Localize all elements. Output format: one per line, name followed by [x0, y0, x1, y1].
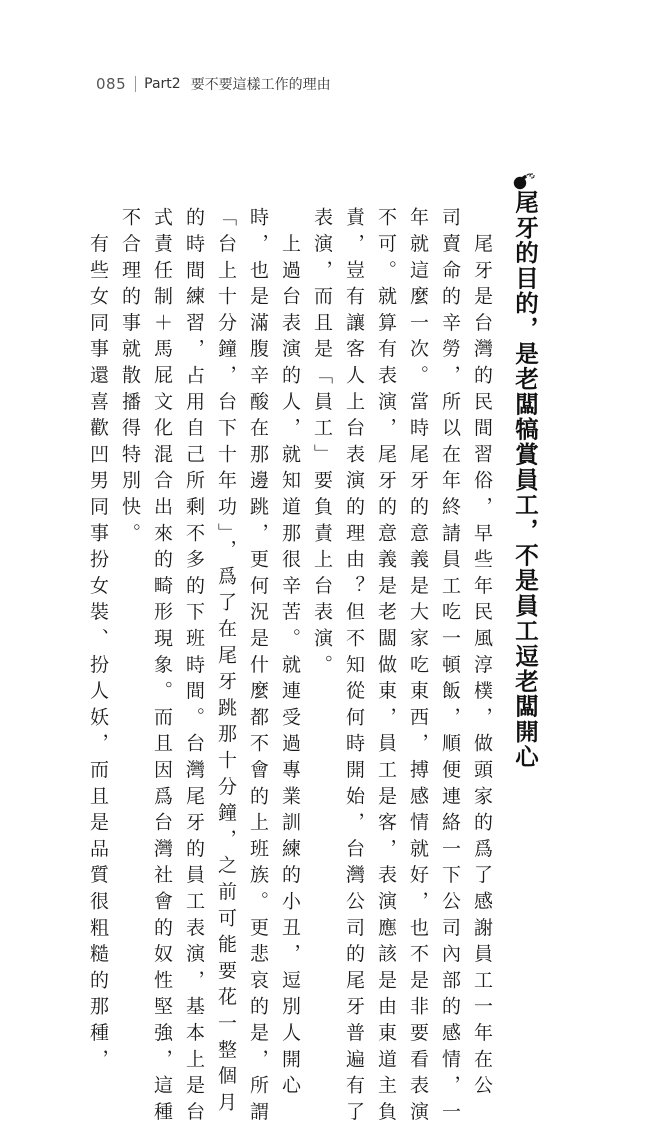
- body-column-7: 上過台表演的人，就知道那很辛苦。就連受過專業訓練的小丑，逗別人開心: [279, 207, 301, 1102]
- part-label: Part2: [144, 76, 181, 92]
- body-column-12: 不合理的事就散播得特別快。: [119, 207, 141, 549]
- body-column-9: 「台上十分鐘，台下十年功」，爲了在尾牙跳那十分鐘，之前可能要花一整個月: [215, 207, 237, 1118]
- body-column-13: 有些女同事還喜歡凹男同事扮女裝、扮人妖，而且是品質很粗糙的那種，: [87, 207, 109, 1075]
- body-column-11: 式責任制＋馬屁文化混合出來的畸形現象。而且因爲台灣社會的奴性堅強，這種: [151, 207, 173, 1128]
- body-column-4: 不可。就算有表演，尾牙的意義是老闆做東，員工是客，表演應該是由東道主負: [375, 207, 397, 1128]
- body-column-1: 尾牙是台灣的民間習俗，早些年民風淳樸，做頭家的爲了感謝員工一年在公: [471, 207, 493, 1102]
- body-column-2: 司賣命的辛勞，所以在年終請員工吃一頓飯，順便連絡一下公司內部的感情，一: [439, 207, 461, 1128]
- bomb-icon: [511, 172, 537, 190]
- body-column-8: 時，也是滿腹辛酸在那邊跳，更何況是什麼都不會的上班族。更悲哀的是，所謂: [247, 207, 269, 1128]
- body-column-5: 責，豈有讓客人上台表演的理由？但不知從何時開始，台灣公司的尾牙普遍有了: [343, 207, 365, 1128]
- chapter-title: 要不要這樣工作的理由: [190, 77, 331, 93]
- header-divider: [135, 76, 136, 92]
- body-column-6: 表演，而且是「員工」要負責上台表演。: [311, 207, 333, 681]
- page-number: 085: [96, 75, 127, 93]
- body-column-10: 的時間練習，占用自己所剩不多的下班時間。台灣尾牙的員工表演，基本上是台: [183, 207, 205, 1128]
- section-heading: 尾牙的目的，是老闆犒賞員工，不是員工逗老闆開心: [511, 190, 539, 770]
- body-column-3: 年就這麼一次。當時尾牙的意義是大家吃東西，搏感情就好，也不是非要看表演: [407, 207, 429, 1128]
- running-head: [96, 72, 331, 96]
